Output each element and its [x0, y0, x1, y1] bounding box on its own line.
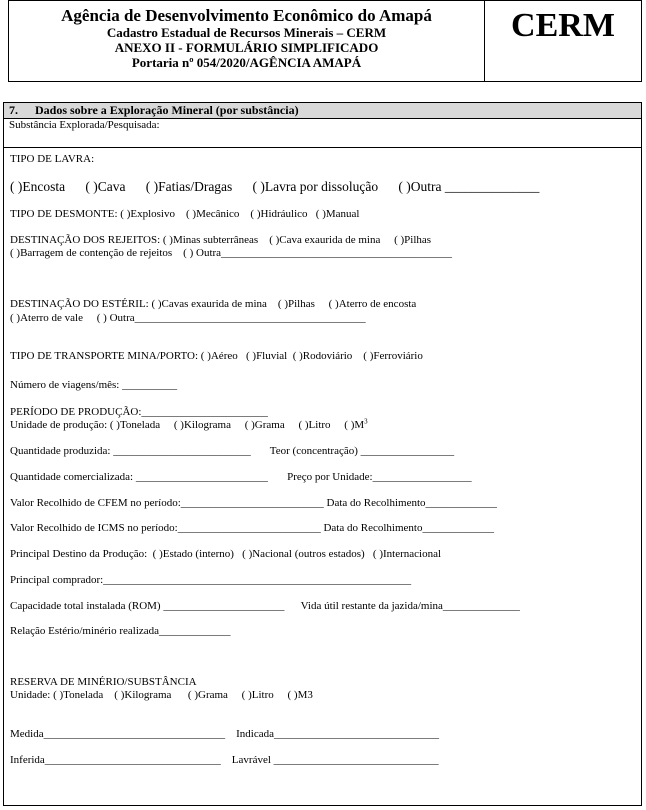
destino-producao-field[interactable]: Principal Destino da Produção: ( )Estado (interno) ( )Nacional (outros estados) ( )Internacional: [10, 548, 442, 560]
reserva-label: RESERVA DE MINÉRIO/SUBSTÂNCIA: [10, 676, 197, 688]
unidade-reserva-field[interactable]: Unidade: ( )Tonelada ( )Kilograma ( )Grama ( )Litro ( )M3: [10, 689, 313, 701]
cfem-field[interactable]: Valor Recolhido de CFEM no período:__________________________ Data do Recolhimento_____________: [10, 497, 498, 509]
esteril-line-2[interactable]: ( )Aterro de vale ( ) Outra__________________________________________: [10, 312, 366, 324]
section-title: Dados sobre a Exploração Mineral (por substância): [35, 103, 299, 117]
transporte-field[interactable]: TIPO DE TRANSPORTE MINA/PORTO: ( )Aéreo ( )Fluvial ( )Rodoviário ( )Ferroviário: [10, 350, 423, 362]
section-exploracao-mineral: [3, 102, 642, 806]
tipo-lavra-label: TIPO DE LAVRA:: [10, 153, 95, 165]
inferida-lavravel-field[interactable]: Inferida________________________________ Lavrável ______________________________: [10, 754, 439, 766]
periodo-producao-field[interactable]: PERÍODO DE PRODUÇÃO:_______________________: [10, 406, 268, 418]
rejeitos-line-2[interactable]: ( )Barragem de contenção de rejeitos ( ) Outra__________________________________________: [10, 247, 453, 259]
unidade-superscript: 3: [364, 417, 368, 426]
agency-title: Agência de Desenvolvimento Econômico do Amapá: [61, 6, 432, 25]
quantidade-comercializada-field[interactable]: Quantidade comercializada: ________________________ Preço por Unidade:__________________: [10, 471, 472, 483]
section-title-bar: [4, 103, 641, 119]
cadastro-title: Cadastro Estadual de Recursos Minerais – CERM: [106, 25, 387, 40]
document-header: [8, 0, 642, 82]
esteril-line-1[interactable]: DESTINAÇÃO DO ESTÉRIL: ( )Cavas exaurida de mina ( )Pilhas ( )Aterro de encosta: [10, 298, 417, 310]
anexo-title: ANEXO II - FORMULÁRIO SIMPLIFICADO: [114, 40, 379, 55]
capacidade-field[interactable]: Capacidade total instalada (ROM) ______________________ Vida útil restante da jazida/mina______________: [10, 600, 520, 612]
header-titles: [9, 1, 485, 81]
section-number: 7.: [9, 103, 18, 117]
portaria-title: Portaria nº 054/2020/AGÊNCIA AMAPÁ: [131, 55, 362, 70]
relacao-esteril-field[interactable]: Relação Estério/minério realizada_____________: [10, 625, 231, 637]
tipo-lavra-options[interactable]: ( )Encosta ( )Cava ( )Fatias/Dragas ( )Lavra por dissolução ( )Outra ______________: [10, 179, 540, 194]
unidade-producao-text: Unidade de produção: ( )Tonelada ( )Kilograma ( )Grama ( )Litro ( )M: [10, 419, 365, 431]
tipo-desmonte-field[interactable]: TIPO DE DESMONTE: ( )Explosivo ( )Mecânico ( )Hidráulico ( )Manual: [10, 208, 360, 220]
cerm-logo: CERM: [511, 7, 615, 44]
comprador-field[interactable]: Principal comprador:________________________________________________________: [10, 574, 412, 586]
substancia-field[interactable]: Substância Explorada/Pesquisada:: [4, 119, 641, 148]
unidade-producao-field[interactable]: [10, 419, 368, 431]
quantidade-produzida-field[interactable]: Quantidade produzida: _________________________ Teor (concentração) _________________: [10, 445, 455, 457]
rejeitos-line-1[interactable]: DESTINAÇÃO DOS REJEITOS: ( )Minas subterrâneas ( )Cava exaurida de mina ( )Pilhas: [10, 234, 432, 246]
medida-indicada-field[interactable]: Medida_________________________________ Indicada______________________________: [10, 728, 439, 740]
viagens-field[interactable]: Número de viagens/mês: __________: [10, 379, 178, 391]
icms-field[interactable]: Valor Recolhido de ICMS no período:__________________________ Data do Recolhimento_____________: [10, 522, 494, 534]
